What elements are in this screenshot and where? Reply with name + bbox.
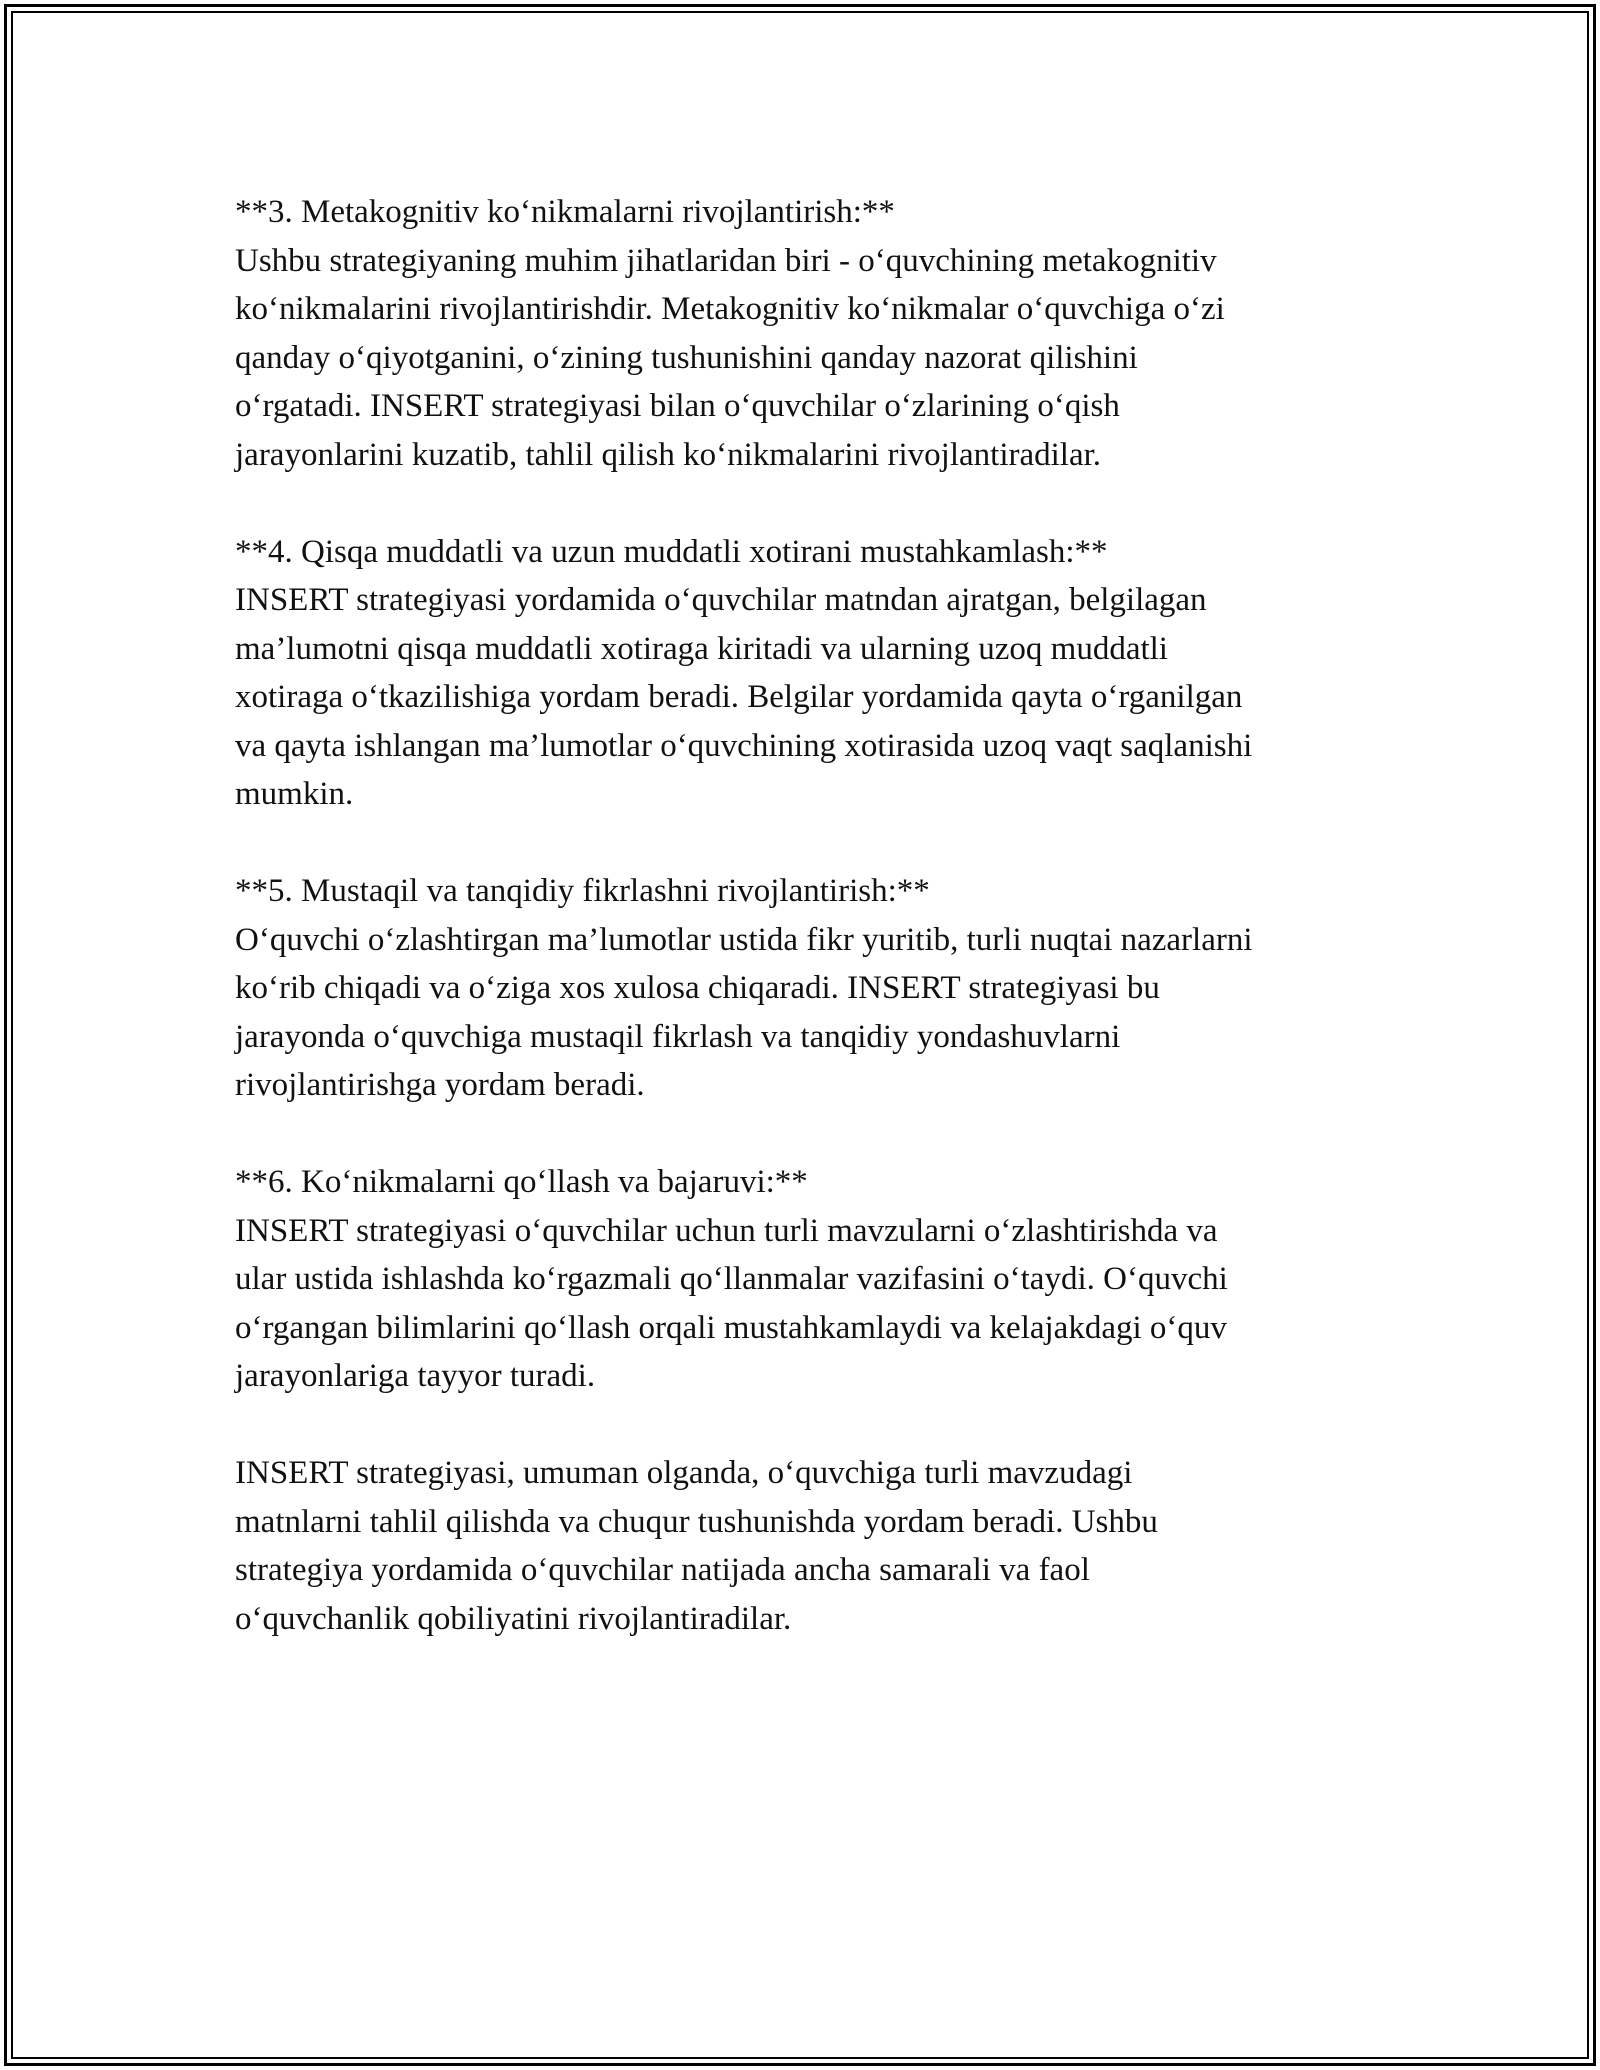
paragraph-line: jarayonlariga tayyor turadi. xyxy=(235,1358,596,1394)
section-critical-thinking xyxy=(235,867,1375,1110)
paragraph-line: o‘rgangan bilimlarini qo‘llash orqali mustahkamlaydi va kelajakdagi o‘quv xyxy=(235,1309,1227,1346)
paragraph-line: xotiraga o‘tkazilishiga yordam beradi. Belgilar yordamida qayta o‘rganilgan xyxy=(235,679,1243,715)
paragraph-line: o‘rgatadi. INSERT strategiyasi bilan o‘quvchilar o‘zlarining o‘qish xyxy=(235,388,1120,424)
paragraph-line: ko‘rib chiqadi va o‘ziga xos xulosa chiqaradi. INSERT strategiyasi bu xyxy=(235,970,1160,1006)
section-heading: **3. Metakognitiv ko‘nikmalarni rivojlantirish:** xyxy=(235,194,895,230)
section-heading: **6. Ko‘nikmalarni qo‘llash va bajaruvi:** xyxy=(235,1164,808,1200)
paragraph-line: va qayta ishlangan ma’lumotlar o‘quvchining xotirasida uzoq vaqt saqlanishi xyxy=(235,727,1253,764)
paragraph-line: rivojlantirishga yordam beradi. xyxy=(235,1067,645,1103)
paragraph-line: ko‘nikmalarini rivojlantirishdir. Metakognitiv ko‘nikmalar o‘quvchiga o‘zi xyxy=(235,291,1225,327)
paragraph-line: ma’lumotni qisqa muddatli xotiraga kiritadi va ularning uzoq muddatli xyxy=(235,630,1168,667)
section-memory-consolidation xyxy=(235,528,1375,819)
section-metacognitive-skills xyxy=(235,188,1375,479)
document-body xyxy=(235,188,1375,1692)
paragraph-line: INSERT strategiyasi o‘quvchilar uchun turli mavzularni o‘zlashtirishda va xyxy=(235,1212,1218,1249)
section-conclusion xyxy=(235,1449,1375,1643)
paragraph-line: qanday o‘qiyotganini, o‘zining tushunishini qanday nazorat qilishini xyxy=(235,339,1138,376)
paragraph-line: O‘quvchi o‘zlashtirgan ma’lumotlar ustida fikr yuritib, turli nuqtai nazarlarni xyxy=(235,921,1253,958)
section-skill-application xyxy=(235,1158,1375,1401)
paragraph-line: ular ustida ishlashda ko‘rgazmali qo‘llanmalar vazifasini o‘taydi. O‘quvchi xyxy=(235,1261,1228,1297)
paragraph-line: matnlarni tahlil qilishda va chuqur tushunishda yordam beradi. Ushbu xyxy=(235,1503,1158,1540)
paragraph-line: strategiya yordamida o‘quvchilar natijada ancha samarali va faol xyxy=(235,1552,1090,1588)
paragraph-line: o‘quvchanlik qobiliyatini rivojlantiradilar. xyxy=(235,1600,792,1637)
paragraph-line: mumkin. xyxy=(235,776,354,812)
paragraph-line: INSERT strategiyasi yordamida o‘quvchilar matndan ajratgan, belgilagan xyxy=(235,582,1207,618)
paragraph-line: Ushbu strategiyaning muhim jihatlaridan biri - o‘quvchining metakognitiv xyxy=(235,242,1217,279)
section-heading: **4. Qisqa muddatli va uzun muddatli xotirani mustahkamlash:** xyxy=(235,533,1108,570)
paragraph-line: jarayonlarini kuzatib, tahlil qilish ko‘nikmalarini rivojlantiradilar. xyxy=(235,436,1102,473)
section-heading: **5. Mustaqil va tanqidiy fikrlashni rivojlantirish:** xyxy=(235,873,930,909)
paragraph-line: INSERT strategiyasi, umuman olganda, o‘quvchiga turli mavzudagi xyxy=(235,1455,1133,1491)
paragraph-line: jarayonda o‘quvchiga mustaqil fikrlash va tanqidiy yondashuvlarni xyxy=(235,1018,1121,1055)
